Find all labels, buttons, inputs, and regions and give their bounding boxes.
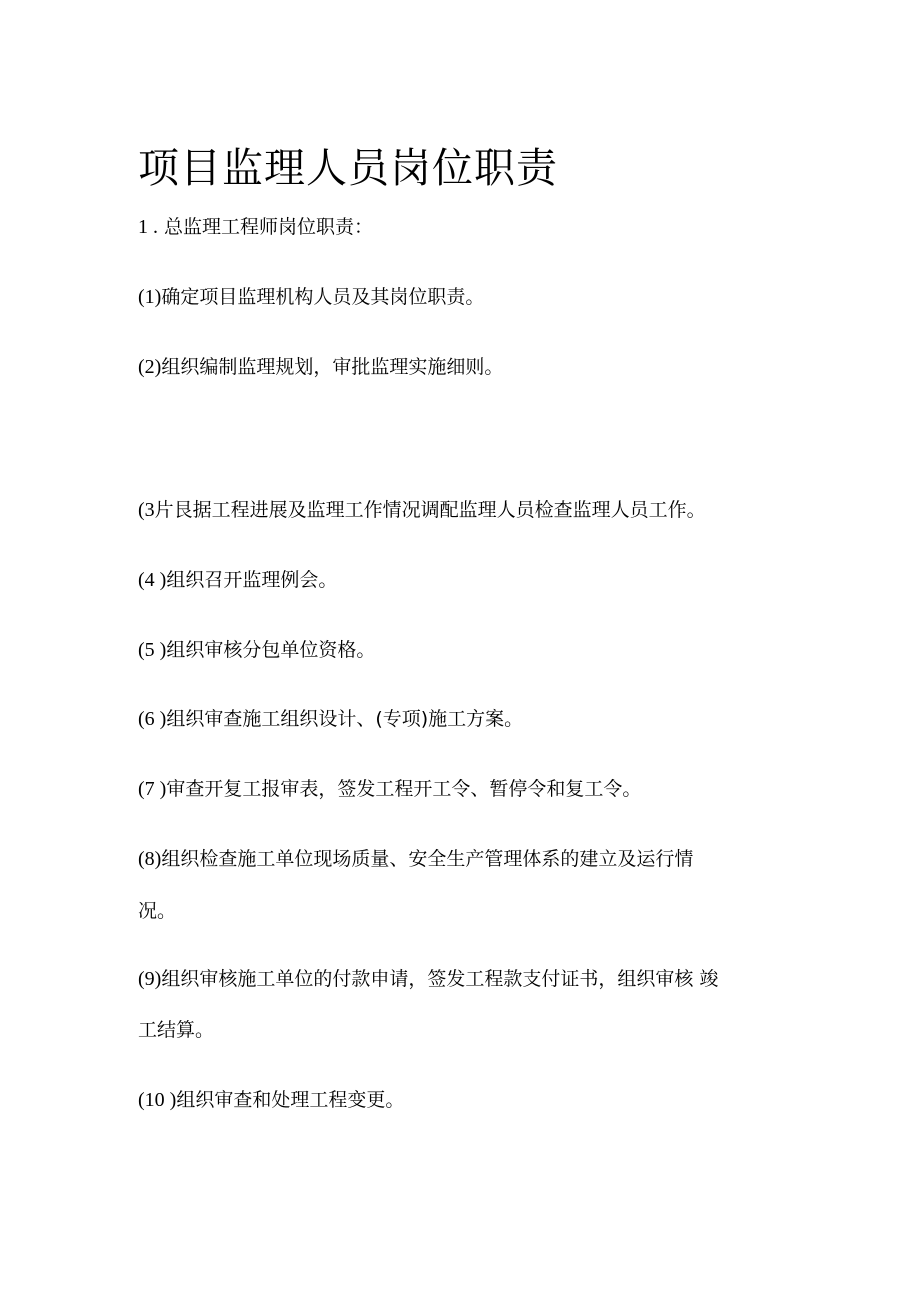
list-item <box>138 776 641 802</box>
list-item <box>138 284 484 310</box>
item-number: (7 ) <box>138 778 167 800</box>
section-heading <box>138 214 373 240</box>
item-text: 组织召开监理例会。 <box>166 569 338 591</box>
list-item <box>138 846 693 872</box>
item-text: 组织审核施工单位的付款申请，签发工程款支付证书，组织审核 竣 <box>161 968 719 990</box>
item-text: 片艮据工程进展及监理工作情况调配监理人员检查监理人员工作。 <box>154 499 706 521</box>
item-number: (10 ) <box>138 1089 177 1111</box>
section-number: 1 . <box>138 216 158 238</box>
list-item <box>138 637 375 663</box>
item-number: (5 ) <box>138 639 167 661</box>
list-item-continuation <box>138 1017 214 1043</box>
list-item <box>138 966 718 992</box>
item-number: (4 ) <box>138 569 167 591</box>
list-item <box>138 567 337 593</box>
item-number: (9) <box>138 968 162 990</box>
item-text: 审查开复工报审表，签发工程开工令、暂停令和复工令。 <box>166 778 642 800</box>
list-item <box>138 1087 404 1113</box>
item-text: 组织审查和处理工程变更。 <box>176 1089 405 1111</box>
item-number: (6 ) <box>138 708 167 730</box>
list-item <box>138 497 706 523</box>
item-text: 组织检查施工单位现场质量、安全生产管理体系的建立及运行情 <box>161 848 694 870</box>
item-text: 组织编制监理规划，审批监理实施细则。 <box>161 356 504 378</box>
item-number: (8) <box>138 848 162 870</box>
list-item-continuation <box>138 898 176 924</box>
list-item <box>138 706 523 732</box>
item-text: 组织审查施工组织设计、(专项)施工方案。 <box>166 708 524 730</box>
item-number: (2) <box>138 356 162 378</box>
item-continuation-text: 工结算。 <box>138 1019 215 1041</box>
section-heading-text: 总监理工程师岗位职责： <box>164 216 374 238</box>
item-continuation-text: 况。 <box>138 900 177 922</box>
item-number: (3 <box>138 499 155 521</box>
item-text: 确定项目监理机构人员及其岗位职责。 <box>161 286 485 308</box>
list-item <box>138 354 503 380</box>
page-title: 项目监理人员岗位职责 <box>138 144 558 192</box>
item-number: (1) <box>138 286 162 308</box>
item-text: 组织审核分包单位资格。 <box>166 639 376 661</box>
